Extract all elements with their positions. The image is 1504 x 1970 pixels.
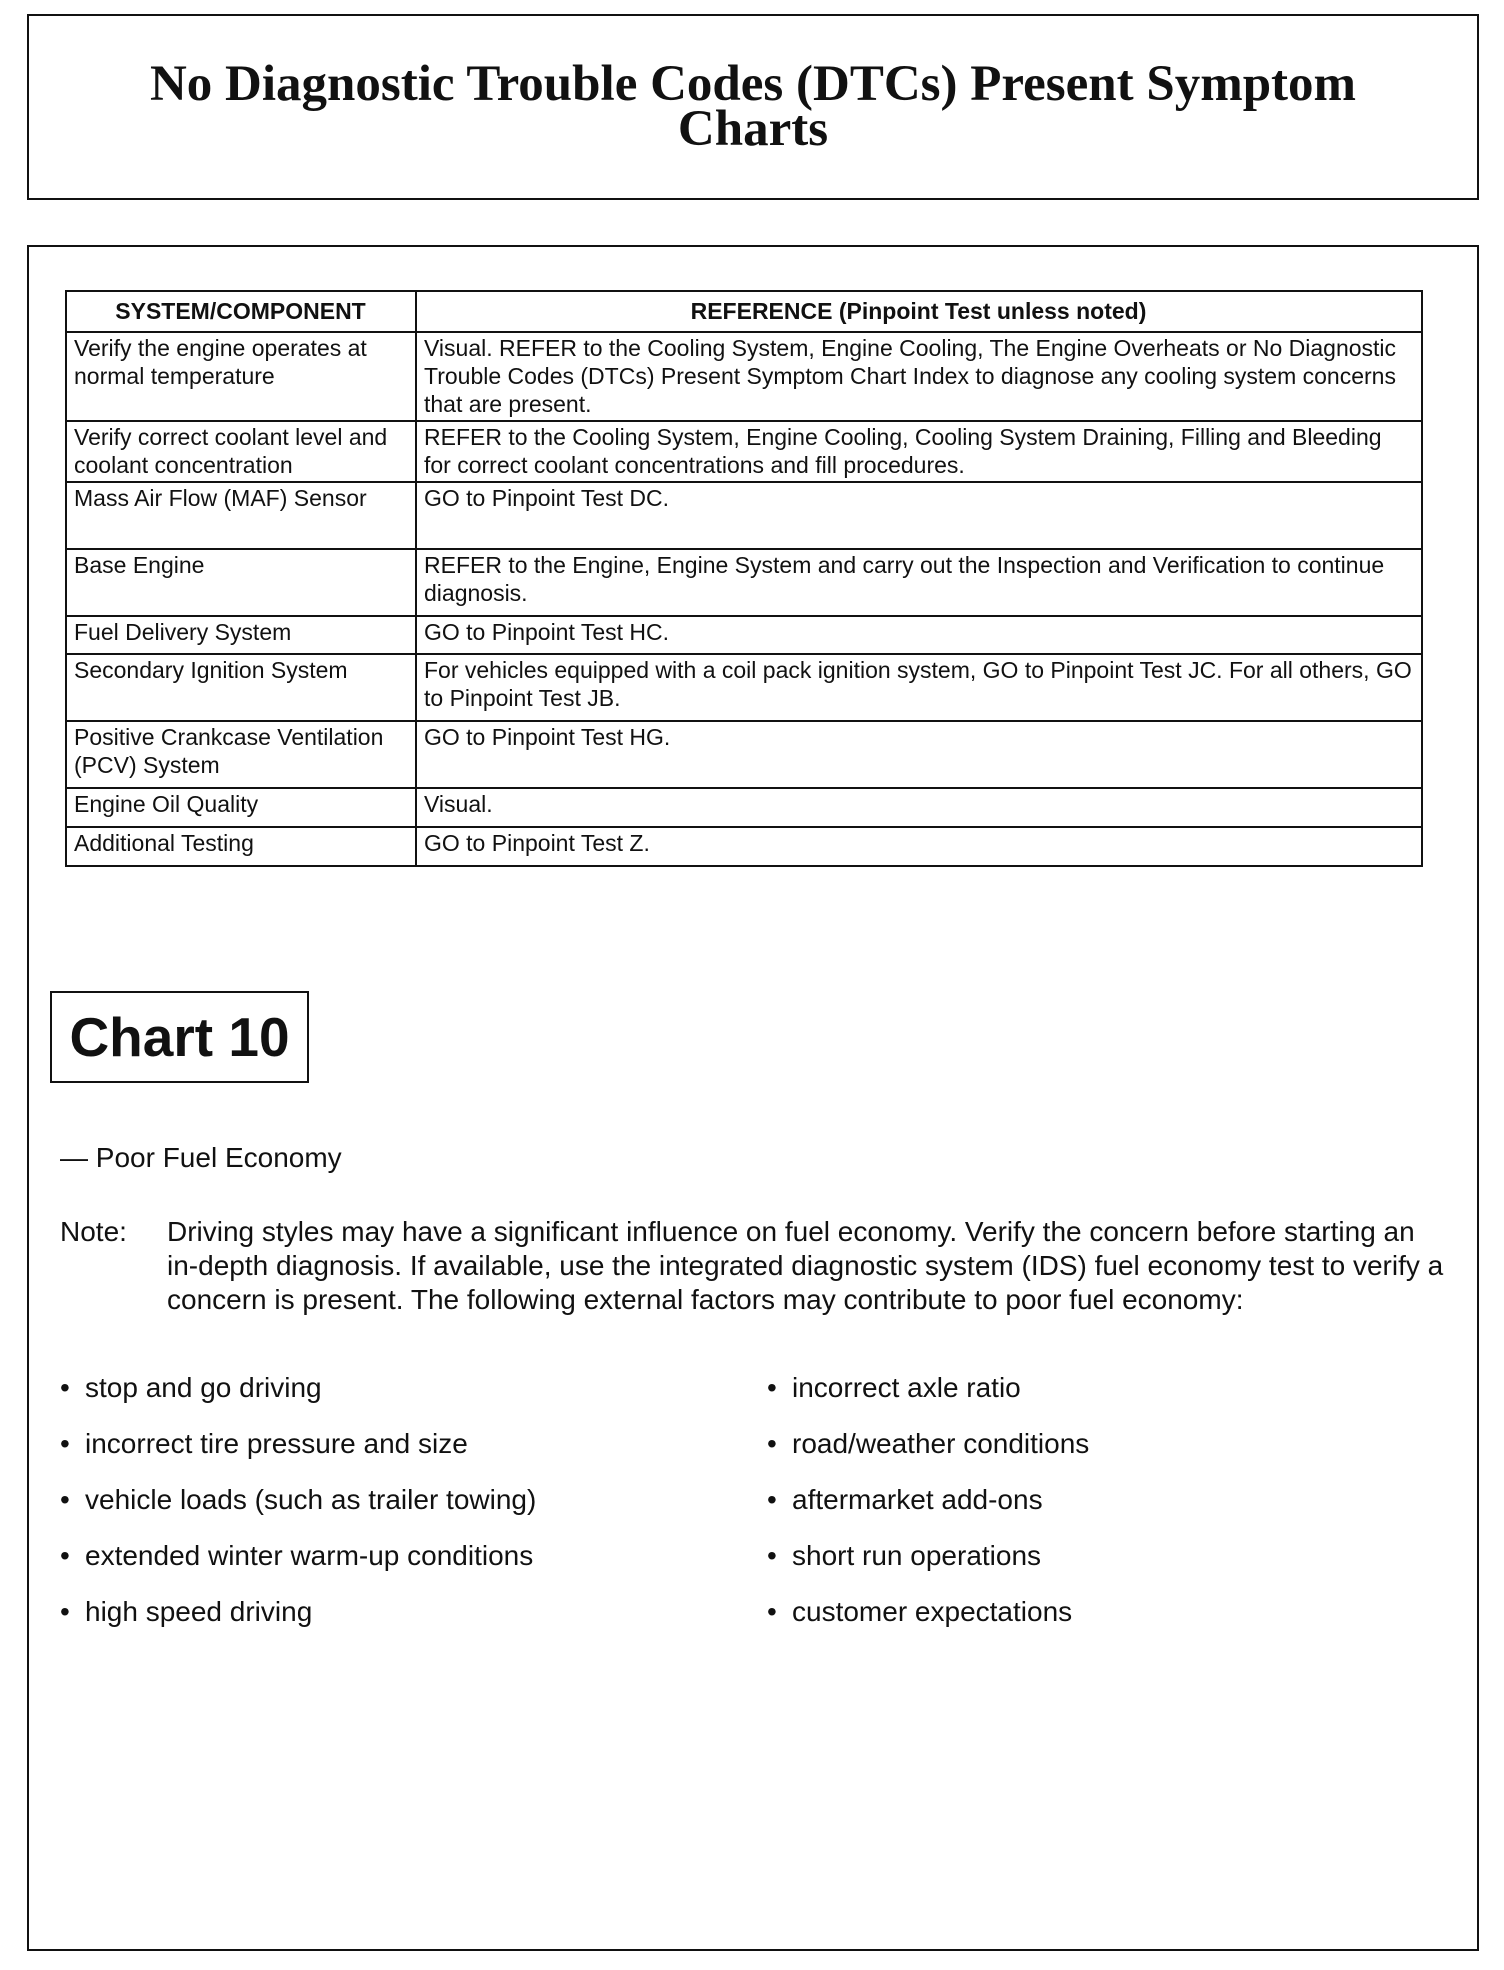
table-header-row xyxy=(66,291,1422,332)
list-item xyxy=(767,1483,1089,1539)
table-row xyxy=(66,549,1422,616)
factor-text: road/weather conditions xyxy=(792,1428,1090,1459)
reference-cell: GO to Pinpoint Test Z. xyxy=(416,827,1422,866)
component-cell: Fuel Delivery System xyxy=(66,616,416,654)
component-cell: Secondary Ignition System xyxy=(66,654,416,721)
page-title: No Diagnostic Trouble Codes (DTCs) Present Symptom Charts xyxy=(149,56,1357,157)
column-header-reference: REFERENCE (Pinpoint Test unless noted) xyxy=(416,291,1422,332)
factor-text: extended winter warm-up conditions xyxy=(85,1540,534,1571)
table-row xyxy=(66,827,1422,866)
factor-text: aftermarket add-ons xyxy=(792,1484,1043,1515)
factor-text: incorrect axle ratio xyxy=(792,1372,1021,1403)
reference-cell: GO to Pinpoint Test HC. xyxy=(416,616,1422,654)
reference-cell: REFER to the Engine, Engine System and carry out the Inspection and Verification to continue diagnosis. xyxy=(416,549,1422,616)
factor-text: short run operations xyxy=(792,1540,1042,1571)
note-label: Note: xyxy=(60,1216,127,1247)
list-item xyxy=(60,1483,536,1539)
title-box xyxy=(27,14,1479,200)
component-cell: Verify the engine operates at normal temperature xyxy=(66,332,416,421)
list-item xyxy=(60,1539,536,1595)
component-cell: Base Engine xyxy=(66,549,416,616)
reference-cell: Visual. xyxy=(416,788,1422,827)
table-row xyxy=(66,482,1422,549)
factor-text: customer expectations xyxy=(792,1596,1073,1627)
component-cell: Engine Oil Quality xyxy=(66,788,416,827)
list-item xyxy=(767,1427,1089,1483)
reference-cell: GO to Pinpoint Test DC. xyxy=(416,482,1422,549)
factors-list-left xyxy=(60,1371,536,1651)
reference-cell: Visual. REFER to the Cooling System, Engine Cooling, The Engine Overheats or No Diagnostic Trouble Codes (DTCs) Present Symptom Chart Index to diagnose any cooling system concerns that are present. xyxy=(416,332,1422,421)
list-item xyxy=(767,1371,1089,1427)
bullet-icon: • xyxy=(767,1484,777,1515)
table-row xyxy=(66,654,1422,721)
factor-text: stop and go driving xyxy=(85,1372,322,1403)
reference-table xyxy=(65,290,1423,867)
bullet-icon: • xyxy=(60,1596,70,1627)
list-item xyxy=(767,1539,1089,1595)
column-header-component: SYSTEM/COMPONENT xyxy=(66,291,416,332)
bullet-icon: • xyxy=(60,1372,70,1403)
table-row xyxy=(66,788,1422,827)
list-item xyxy=(60,1595,536,1651)
chart-subtitle: — Poor Fuel Economy xyxy=(60,1142,342,1173)
table-row xyxy=(66,721,1422,788)
main-content-box xyxy=(27,245,1479,1951)
note-text: Driving styles may have a significant influence on fuel economy. Verify the concern before starting an in-depth diagnosis. If available, use the integrated diagnostic system (IDS) fuel economy test to verify a concern is present. The following external factors may contribute to poor fuel economy: xyxy=(167,1216,1444,1315)
bullet-icon: • xyxy=(60,1484,70,1515)
component-cell: Positive Crankcase Ventilation (PCV) System xyxy=(66,721,416,788)
factor-text: high speed driving xyxy=(85,1596,313,1627)
bullet-icon: • xyxy=(767,1372,777,1403)
component-cell: Verify correct coolant level and coolant concentration xyxy=(66,421,416,482)
component-cell: Mass Air Flow (MAF) Sensor xyxy=(66,482,416,549)
reference-cell: GO to Pinpoint Test HG. xyxy=(416,721,1422,788)
table-row xyxy=(66,332,1422,421)
bullet-icon: • xyxy=(767,1596,777,1627)
factor-text: vehicle loads (such as trailer towing) xyxy=(85,1484,537,1515)
note-block xyxy=(60,1215,1460,1317)
table-row xyxy=(66,616,1422,654)
list-item xyxy=(60,1427,536,1483)
bullet-icon: • xyxy=(60,1540,70,1571)
chart-number-badge: Chart 10 xyxy=(50,991,309,1083)
component-cell: Additional Testing xyxy=(66,827,416,866)
bullet-icon: • xyxy=(767,1540,777,1571)
table-row xyxy=(66,421,1422,482)
reference-cell: REFER to the Cooling System, Engine Cooling, Cooling System Draining, Filling and Bleeding for correct coolant concentrations and fill procedures. xyxy=(416,421,1422,482)
factor-text: incorrect tire pressure and size xyxy=(85,1428,468,1459)
list-item xyxy=(767,1595,1089,1651)
reference-cell: For vehicles equipped with a coil pack ignition system, GO to Pinpoint Test JC. For all others, GO to Pinpoint Test JB. xyxy=(416,654,1422,721)
bullet-icon: • xyxy=(767,1428,777,1459)
list-item xyxy=(60,1371,536,1427)
factors-list-right xyxy=(767,1371,1089,1651)
bullet-icon: • xyxy=(60,1428,70,1459)
